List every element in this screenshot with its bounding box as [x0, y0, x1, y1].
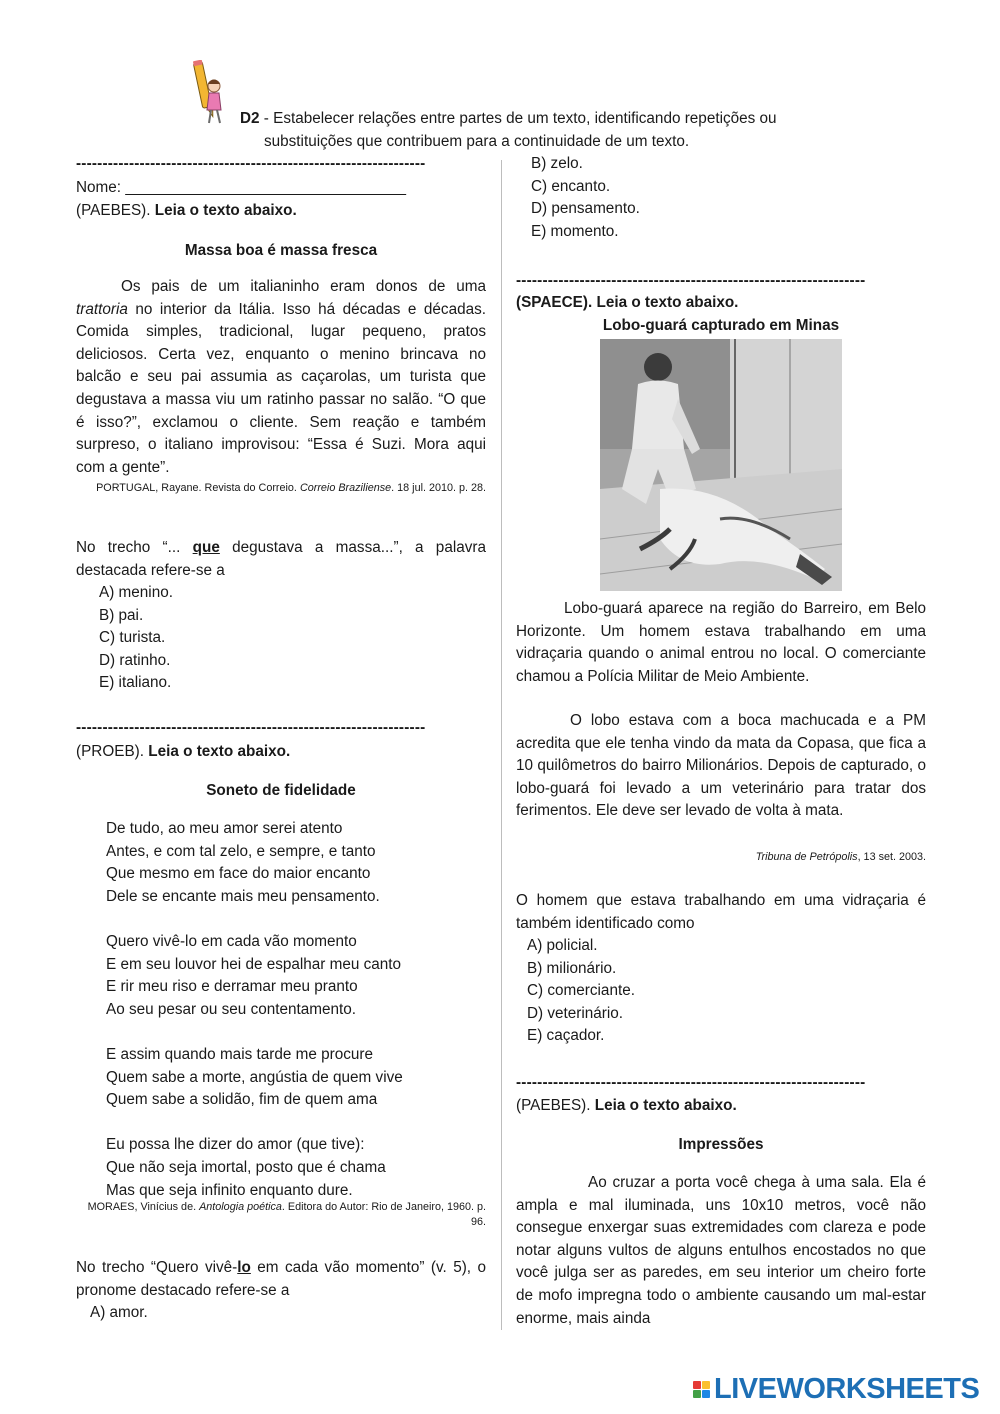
q1-highlighted-word: que [192, 539, 220, 556]
q3-text-para1: Lobo-guará aparece na região do Barreiro, em Belo Horizonte. Um homem estava trabalhando em uma vidraçaria quando o animal entrou no local. O comerciante chamou a Polícia Militar de Meio Ambiente. [516, 600, 926, 685]
q2-citation-book: Antologia poética [199, 1201, 282, 1213]
wolf-photo [600, 339, 842, 591]
separator-line: ------------------------------------------------------------------ [516, 272, 866, 289]
q3-citation-newspaper: Tribuna de Petrópolis [755, 851, 858, 863]
poem-verse: Que mesmo em face do maior encanto [106, 865, 371, 883]
q1-option-c[interactable]: C) turista. [99, 629, 166, 647]
q2-option-a[interactable]: A) amor. [90, 1304, 148, 1321]
poem-verse: Eu possa lhe dizer do amor (que tive): [106, 1136, 365, 1154]
q2-question [76, 1257, 486, 1302]
q1-instruction: Leia o texto abaixo. [154, 202, 297, 219]
poem-verse: E em seu louvor hei de espalhar meu canto [106, 955, 402, 973]
q2-source-line [76, 741, 486, 764]
poem-verse: E assim quando mais tarde me procure [106, 1045, 373, 1063]
poem-stanza-3 [106, 1044, 486, 1112]
q3-question: O homem que estava trabalhando em uma vidraçaria é também identificado como [516, 892, 926, 932]
q2-highlighted-word: lo [237, 1259, 251, 1276]
skill-description-line2: substituições que contribuem para a continuidade de um texto. [264, 133, 690, 150]
q2-citation-publisher: . Editora do Autor: Rio de Janeiro, 1960. p. 96. [281, 1201, 486, 1228]
q1-text-body [76, 276, 486, 479]
poem-verse: Mas que seja infinito enquanto dure. [106, 1181, 353, 1199]
q3-instruction: Leia o texto abaixo. [596, 294, 739, 311]
liveworksheets-logo-icon [693, 1381, 710, 1398]
liveworksheets-brand-text: LIVEWORKSHEETS [714, 1372, 980, 1405]
poem-stanza-1 [106, 818, 486, 908]
name-blank-line[interactable]: _________________________________ [125, 179, 407, 196]
q1-text-italic: trattoria [76, 300, 128, 318]
q4-source-line [516, 1095, 926, 1118]
poem-stanza-4 [106, 1134, 486, 1202]
q1-citation [76, 481, 486, 496]
q1-options [99, 582, 399, 695]
separator-line: ------------------------------------------------------------------ [76, 719, 426, 736]
poem-verse: Quem sabe a morte, angústia de quem vive [106, 1068, 403, 1086]
column-divider [501, 160, 502, 1330]
q2-citation [76, 1200, 486, 1230]
pencil-girl-icon [184, 60, 226, 126]
q3-option-e[interactable]: E) caçador. [527, 1027, 605, 1045]
q1-source: (PAEBES). [76, 202, 155, 219]
separator-line: ------------------------------------------------------------------ [76, 155, 426, 172]
q2-question-part-b: em cada vão momento” (v. 5), o pronome destacado refere-se a [76, 1259, 486, 1299]
q2-source: (PROEB). [76, 743, 149, 760]
q2-instruction: Leia o texto abaixo. [148, 743, 291, 760]
q1-option-b[interactable]: B) pai. [99, 606, 144, 624]
q2-option-c[interactable]: C) encanto. [531, 177, 611, 195]
q3-option-a[interactable]: A) policial. [527, 937, 598, 954]
q4-text-body: Ao cruzar a porta você chega à uma sala. Ela é ampla e mal iluminada, uns 10x10 metros, você não consegue enxergar suas extremidades com clareza e pode notar alguns vultos de alguns entulhos encostados no que você julga ser as paredes, em seu interior um cheiro forte de mofo impregna todo o ambiente causando um mal-estar enorme, mais ainda [516, 1174, 926, 1327]
q3-text-para2: O lobo estava com a boca machucada e a PM acredita que ele tenha vindo da mata da Copasa, que fica a 10 quilômetros do bairro Milionários. Depois de capturado, o lobo-guará foi levado a um veterinário para tratar dos ferimentos. Ele deve ser levado de volta à mata. [516, 712, 926, 820]
q4-source: (PAEBES). [516, 1097, 595, 1114]
q3-option-d[interactable]: D) veterinário. [527, 1004, 624, 1022]
q1-source-line [76, 200, 486, 223]
poem-verse: Que não seja imortal, posto que é chama [106, 1158, 386, 1176]
separator-line: ------------------------------------------------------------------ [516, 1074, 866, 1091]
poem-stanza-2 [106, 931, 486, 1021]
q4-text-title: Impressões [678, 1136, 764, 1153]
q3-text-title: Lobo-guará capturado em Minas [602, 317, 840, 334]
q1-option-d[interactable]: D) ratinho. [99, 651, 171, 669]
liveworksheets-logo[interactable] [693, 1374, 979, 1404]
q3-citation-date: , 13 set. 2003. [857, 851, 926, 863]
name-field[interactable] [76, 177, 486, 200]
skill-description-line1: - Estabelecer relações entre partes de um texto, identificando repetições ou [259, 110, 777, 127]
poem-verse: Ao seu pesar ou seu contentamento. [106, 1000, 357, 1018]
q2-option-d[interactable]: D) pensamento. [531, 200, 640, 218]
poem-verse: Antes, e com tal zelo, e sempre, e tanto [106, 842, 376, 860]
q3-option-c[interactable]: C) comerciante. [527, 982, 635, 1000]
skill-code: D2 [240, 110, 260, 127]
poem-verse: Quem sabe a solidão, fim de quem ama [106, 1091, 378, 1109]
poem-verse: Quero vivê-lo em cada vão momento [106, 932, 357, 950]
q3-source-line [516, 292, 926, 315]
q1-question-part-b: degustava a massa...”, a palavra destacada refere-se a [76, 539, 486, 579]
q3-options [527, 935, 827, 1048]
q2-poem [106, 818, 486, 1202]
q3-citation [516, 850, 926, 865]
q1-option-a[interactable]: A) menino. [99, 584, 173, 601]
q1-citation-author: PORTUGAL, Rayane. Revista do Correio. [96, 482, 300, 494]
q2-poem-title: Soneto de fidelidade [206, 782, 356, 799]
q1-text-part-b: no interior da Itália. Isso há décadas e décadas. Comida simples, tradicional, lugar pequeno, pratos deliciosos. Certa vez, enquanto o menino brincava no balcão e seu pai assumia as caçarolas, um turista que degustava a massa viu um ratinho passar no salão. “O que é isso?”, exclamou o cliente. Sem reação e também surpreso, o italiano improvisou: “Essa é Suzi. Mora aqui com a gente”. [76, 300, 486, 476]
q2-question-part-a: No trecho “Quero vivê- [76, 1259, 238, 1276]
q3-option-b[interactable]: B) milionário. [527, 959, 617, 977]
q2-option-b[interactable]: B) zelo. [531, 155, 583, 172]
q1-option-e[interactable]: E) italiano. [99, 674, 172, 692]
q2-citation-author: MORAES, Vinícius de. [87, 1201, 200, 1213]
q1-text-part-a: Os pais de um italianinho eram donos de uma [121, 278, 486, 295]
poem-verse: De tudo, ao meu amor serei atento [106, 820, 343, 837]
q2-options-continued [531, 153, 831, 243]
q3-source: (SPAECE). [516, 294, 597, 311]
q4-instruction: Leia o texto abaixo. [594, 1097, 737, 1114]
poem-verse: E rir meu riso e derramar meu pranto [106, 978, 358, 996]
q1-citation-journal: Correio Braziliense [299, 482, 392, 494]
name-label: Nome: [76, 179, 126, 196]
poem-verse: Dele se encante mais meu pensamento. [106, 887, 380, 905]
q2-option-e[interactable]: E) momento. [531, 222, 619, 240]
q1-citation-date: . 18 jul. 2010. p. 28. [391, 482, 486, 494]
q1-question-part-a: No trecho “... [76, 539, 193, 556]
skill-heading [240, 108, 860, 131]
q1-question [76, 537, 486, 582]
q1-text-title: Massa boa é massa fresca [184, 242, 378, 259]
